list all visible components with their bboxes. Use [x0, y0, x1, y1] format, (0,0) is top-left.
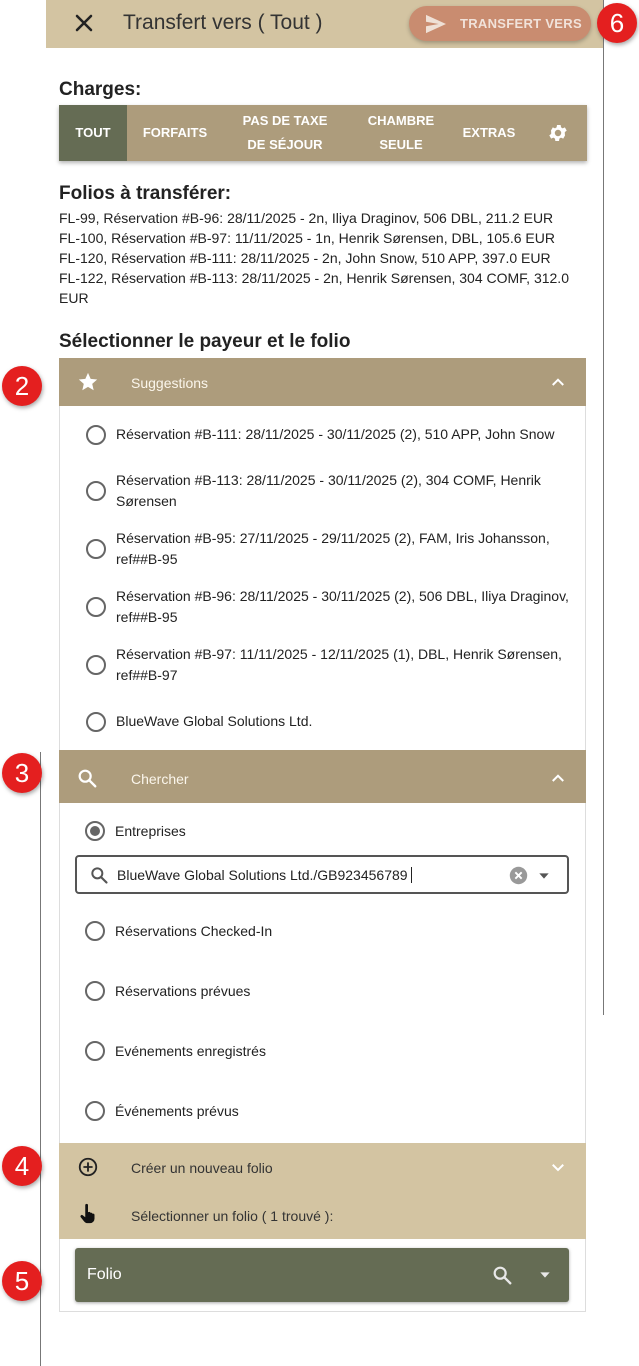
tab-extras[interactable]	[455, 105, 523, 161]
folio-select-label: Folio	[87, 1266, 122, 1283]
callout-badge: 2	[2, 366, 42, 406]
chevron-up-icon[interactable]	[549, 769, 567, 787]
folio-list	[59, 208, 589, 308]
chevron-down-icon[interactable]	[549, 1158, 567, 1176]
search-icon	[76, 767, 98, 789]
clear-icon[interactable]	[509, 866, 528, 885]
search-option-label: Réservations Checked-In	[115, 923, 273, 939]
callout-badge: 5	[2, 1261, 42, 1301]
tab-pas-de-taxe[interactable]	[223, 105, 347, 161]
gear-icon[interactable]	[547, 122, 569, 144]
charges-tabs	[59, 105, 587, 161]
tab-label-line2: SEULE	[379, 137, 423, 152]
suggestions-header[interactable]	[59, 358, 586, 406]
dropdown-arrow-icon[interactable]	[536, 868, 552, 884]
tab-label-line1: CHAMBRE	[367, 113, 435, 128]
search-input-value: BlueWave Global Solutions Ltd./GB923456789	[117, 867, 412, 883]
payer-title: Sélectionner le payeur et le folio	[59, 331, 351, 352]
radio-button[interactable]	[85, 921, 105, 941]
folio-line: FL-100, Réservation #B-97: 11/11/2025 - 1n, Henrik Sørensen, DBL, 105.6 EUR	[59, 230, 555, 246]
suggestion-label: Réservation #B-96: 28/11/2025 - 30/11/2025 (2), 506 DBL, Iliya Draginov, ref##B-95	[116, 588, 569, 625]
right-divider-line	[603, 0, 604, 1015]
suggestion-label: Réservation #B-95: 27/11/2025 - 29/11/2025 (2), FAM, Iris Johansson, ref##B-95	[116, 530, 550, 567]
create-folio-panel	[59, 1143, 586, 1239]
radio-button[interactable]	[85, 821, 105, 841]
radio-button[interactable]	[85, 981, 105, 1001]
search-icon[interactable]	[491, 1264, 513, 1286]
add-circle-icon	[77, 1156, 99, 1178]
chevron-up-icon[interactable]	[549, 373, 567, 391]
send-icon	[425, 14, 447, 34]
callout-badge: 3	[2, 753, 42, 793]
transfer-button[interactable]	[409, 6, 591, 41]
tab-forfaits[interactable]	[127, 105, 223, 161]
folio-line: FL-122, Réservation #B-113: 28/11/2025 - 2n, Henrik Sørensen, 304 COMF, 312.0 EUR	[59, 270, 569, 306]
search-header[interactable]	[59, 750, 586, 803]
search-icon	[89, 865, 109, 885]
dialog-title: Transfert vers ( Tout )	[123, 11, 323, 34]
search-option-label: Entreprises	[115, 823, 186, 839]
tab-label: EXTRAS	[462, 125, 516, 140]
close-icon	[70, 9, 98, 37]
tab-label-line1: PAS DE TAXE	[242, 113, 328, 128]
radio-button[interactable]	[86, 655, 106, 675]
callout-badge: 4	[2, 1146, 42, 1186]
tab-label-line2: DE SÉJOUR	[247, 137, 323, 152]
suggestions-label: Suggestions	[131, 375, 209, 391]
dropdown-arrow-icon[interactable]	[537, 1267, 553, 1283]
suggestion-label: Réservation #B-111: 28/11/2025 - 30/11/2025 (2), 510 APP, John Snow	[116, 426, 555, 442]
radio-button[interactable]	[86, 539, 106, 559]
pointer-hand-icon	[77, 1203, 99, 1225]
radio-button[interactable]	[85, 1041, 105, 1061]
folio-line: FL-99, Réservation #B-96: 28/11/2025 - 2n, Iliya Draginov, 506 DBL, 211.2 EUR	[59, 210, 554, 226]
tab-label: FORFAITS	[142, 125, 208, 140]
transfer-button-label: TRANSFERT VERS	[460, 16, 582, 31]
close-button[interactable]	[70, 9, 98, 37]
suggestion-label: Réservation #B-113: 28/11/2025 - 30/11/2025 (2), 304 COMF, Henrik Sørensen	[116, 472, 541, 509]
callout-badge: 6	[597, 3, 637, 43]
tab-tout[interactable]	[59, 105, 127, 161]
radio-button[interactable]	[86, 425, 106, 445]
select-folio-label: Sélectionner un folio ( 1 trouvé ):	[131, 1208, 334, 1224]
tab-label: TOUT	[75, 125, 111, 140]
radio-button[interactable]	[86, 597, 106, 617]
search-option-label: Réservations prévues	[115, 983, 251, 999]
star-icon	[77, 371, 99, 393]
folio-line: FL-120, Réservation #B-111: 28/11/2025 - 2n, John Snow, 510 APP, 397.0 EUR	[59, 250, 551, 266]
suggestion-label: BlueWave Global Solutions Ltd.	[116, 713, 313, 729]
folio-select[interactable]	[75, 1248, 569, 1302]
company-search-input[interactable]	[75, 855, 569, 894]
search-option-label: Evénements enregistrés	[115, 1043, 266, 1059]
search-label: Chercher	[131, 771, 189, 787]
radio-button[interactable]	[86, 481, 106, 501]
tab-chambre-seule[interactable]	[347, 105, 455, 161]
folios-title: Folios à transférer:	[59, 183, 232, 204]
radio-button[interactable]	[85, 1101, 105, 1121]
create-folio-button[interactable]: Créer un nouveau folio	[131, 1160, 273, 1176]
search-option-label: Événements prévus	[115, 1103, 239, 1119]
charges-title: Charges:	[59, 79, 142, 100]
dialog-header	[46, 0, 603, 48]
suggestion-label: Réservation #B-97: 11/11/2025 - 12/11/2025 (1), DBL, Henrik Sørensen, ref##B-97	[116, 646, 562, 683]
radio-button[interactable]	[86, 712, 106, 732]
